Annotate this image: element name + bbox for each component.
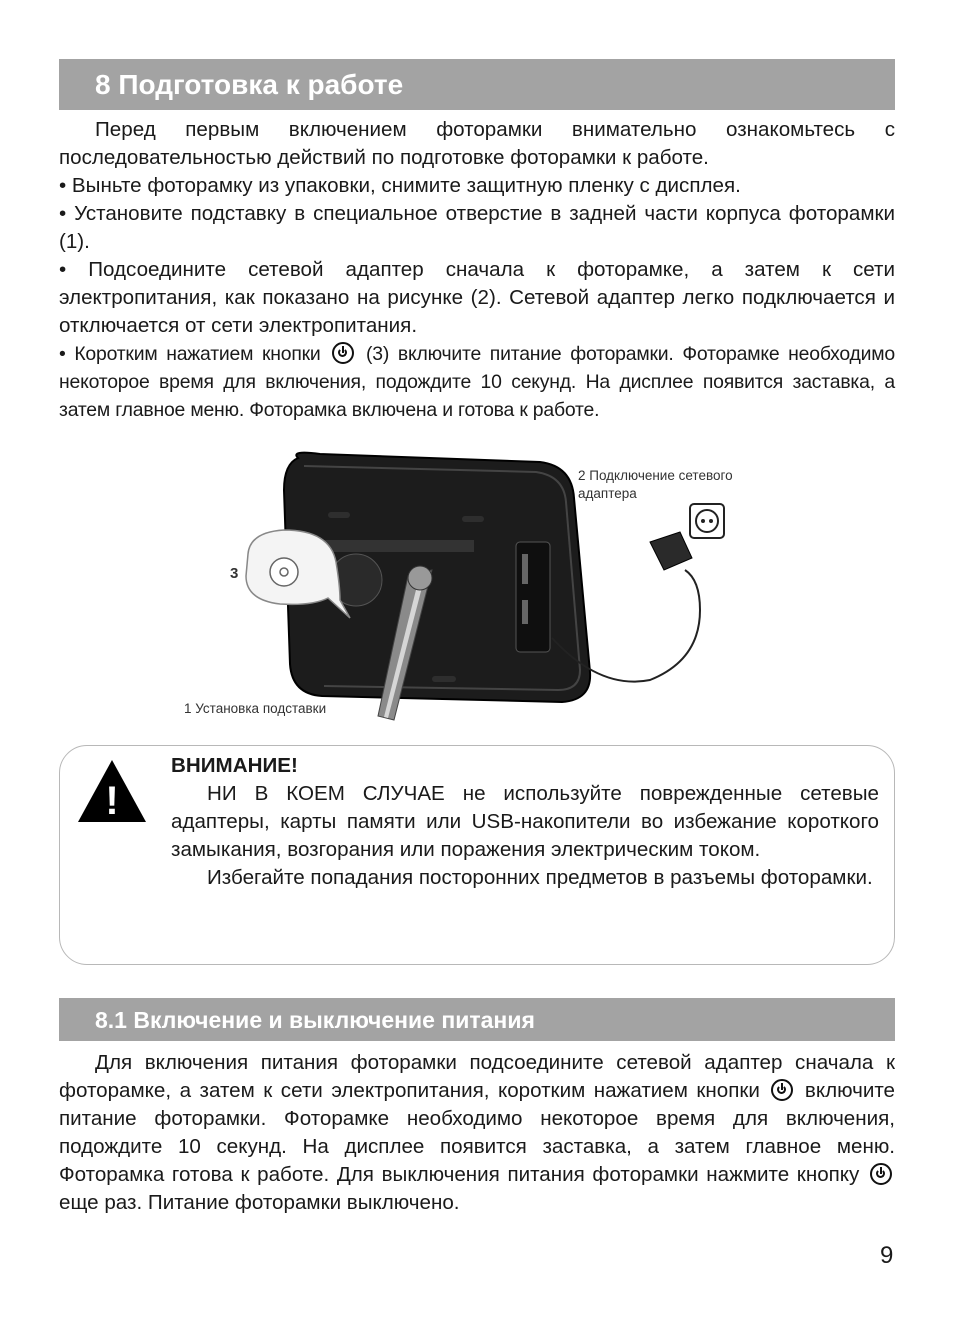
intro-paragraph: Перед первым включением фоторамки внимательно ознакомьтесь с последовательностью действий по подготовке фоторамки к работе. — [59, 118, 895, 169]
paragraph-text: еще раз. Питание фоторамки выключено. — [59, 1191, 460, 1214]
paragraph-text: включите питание фоторамки. Фоторамке необходимо некоторое время для включения, подождите 10 секунд. На дисплее появится заставка, а затем главное меню. Фоторамка готова к работе. Для выключения питания фоторамки нажмите кнопку — [59, 1079, 895, 1186]
paragraph-text: Для включения питания фоторамки подсоедините сетевой адаптер сначала к фоторамке, а затем к сети электропитания, коротким нажатием кнопки — [59, 1051, 895, 1102]
warning-triangle-icon — [76, 758, 148, 824]
bullet-item: • Установите подставку в специальное отверстие в задней части корпуса фоторамки (1). — [59, 202, 895, 253]
bullet-text: (3) включите питание фоторамки. Фоторамке необходимо некоторое время для включения, подождите 10 секунд. На дисплее появится заставка, а затем главное меню. Фоторамка включена и готова к работе. — [59, 343, 896, 421]
rear-label — [324, 540, 474, 552]
warning-box — [59, 745, 895, 965]
section-heading: 8 Подготовка к работе — [59, 59, 895, 110]
bullet-text: • Коротким нажатием кнопки — [59, 343, 321, 365]
power-button-icon — [771, 1079, 793, 1101]
bullet-item: • Подсоедините сетевой адаптер сначала к фоторамке, а затем к сети электропитания, как показано на рисунке (2). Сетевой адаптер легко подключается и отключается от сети электропитания. — [59, 258, 895, 337]
warning-mark: ! — [105, 779, 119, 823]
callout-power-button — [270, 558, 298, 586]
vent — [328, 512, 350, 518]
callout-number: 3 — [230, 565, 239, 582]
photo-frame-illustration — [180, 450, 780, 735]
subsection-body — [59, 1049, 895, 1217]
section-body — [59, 116, 895, 424]
port-panel — [516, 542, 550, 652]
label-adapter: адаптера — [578, 486, 637, 501]
subsection-heading: 8.1 Включение и выключение питания — [59, 998, 895, 1041]
warning-paragraph: НИ В КОЕМ СЛУЧАЕ не используйте поврежденные сетевые адаптеры, карты памяти или USB-накопители во избежание короткого замыкания, возгорания или поражения электрическим током. — [171, 782, 879, 861]
socket-hole — [709, 519, 713, 523]
power-paragraph — [59, 1049, 895, 1217]
socket-hole — [701, 519, 705, 523]
stand-mount — [408, 566, 432, 590]
page-number: 9 — [880, 1242, 894, 1269]
bullet-item — [59, 340, 895, 424]
bullet-item: • Выньте фоторамку из упаковки, снимите защитную пленку с дисплея. — [59, 174, 741, 197]
warning-title: ВНИМАНИЕ! — [171, 754, 298, 777]
warning-paragraph: Избегайте попадания посторонних предметов в разъемы фоторамки. — [207, 866, 873, 889]
vent — [432, 676, 456, 682]
vent — [462, 516, 484, 522]
port-slot — [522, 600, 528, 624]
port-slot — [522, 554, 528, 584]
label-adapter: 2 Подключение сетевого — [578, 468, 733, 483]
power-button-icon — [870, 1163, 892, 1185]
label-stand: 1 Установка подставки — [184, 701, 327, 716]
power-button-icon — [332, 342, 354, 364]
power-adapter — [650, 532, 692, 570]
